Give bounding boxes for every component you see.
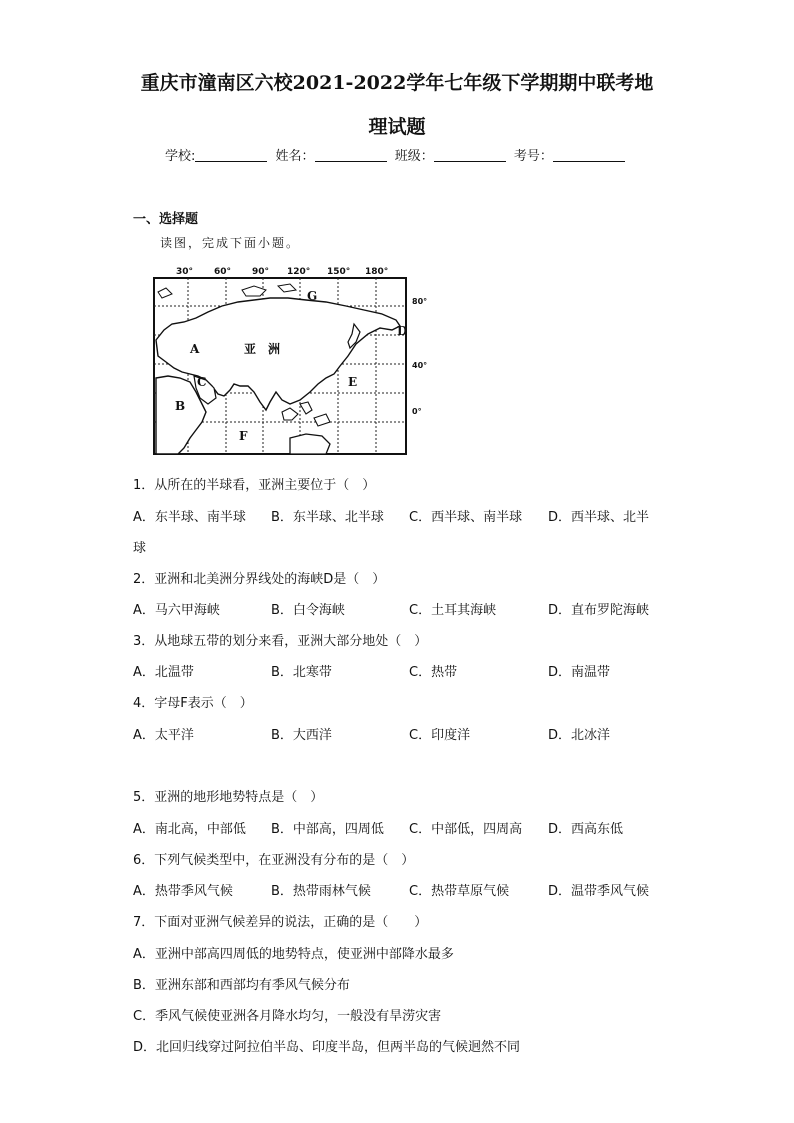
question-5-option-d[interactable]: D．西高东低: [548, 822, 624, 837]
school-blank[interactable]: [195, 149, 267, 162]
asia-map: [150, 262, 432, 458]
region-label-d: D: [397, 324, 408, 338]
question-3-option-a[interactable]: A．北温带: [133, 665, 194, 680]
region-label-f: F: [239, 429, 248, 443]
name-label: 姓名：: [275, 149, 315, 164]
exam-title-line2: 理试题: [368, 116, 426, 138]
lon-label-30: 30°: [176, 267, 194, 277]
question-1-option-c[interactable]: C．西半球、南半球: [409, 510, 523, 525]
question-6-option-b[interactable]: B．热带雨林气候: [271, 884, 371, 899]
name-blank[interactable]: [315, 149, 387, 162]
question-4-stem: 4．字母F表示（ ）: [133, 696, 253, 711]
question-3-option-b[interactable]: B．北寒带: [271, 665, 332, 680]
question-1-option-b[interactable]: B．东半球、北半球: [271, 510, 384, 525]
class-blank[interactable]: [434, 149, 506, 162]
question-2-option-c[interactable]: C．土耳其海峡: [409, 603, 497, 618]
question-6-stem: 6．下列气候类型中，在亚洲没有分布的是（ ）: [133, 853, 415, 868]
question-6-option-d[interactable]: D．温带季风气候: [548, 884, 650, 899]
continent-label-asia: 亚 洲: [244, 342, 281, 356]
lat-label-80: 80°: [412, 297, 428, 306]
question-5-option-b[interactable]: B．中部高，四周低: [271, 822, 384, 837]
region-label-b: B: [175, 399, 186, 413]
question-1-option-d[interactable]: D．西半球、北半: [548, 510, 650, 525]
lat-label-0: 0°: [412, 407, 422, 416]
question-2-option-a[interactable]: A．马六甲海峡: [133, 603, 220, 618]
question-6-option-c[interactable]: C．热带草原气候: [409, 884, 510, 899]
question-4-option-d[interactable]: D．北冰洋: [548, 728, 611, 743]
lon-label-120: 120°: [287, 267, 311, 277]
question-4-option-a[interactable]: A．太平洋: [133, 728, 194, 743]
question-1-stem: 1．从所在的半球看，亚洲主要位于（ ）: [133, 478, 376, 493]
question-2-option-d[interactable]: D．直布罗陀海峡: [548, 603, 650, 618]
exam-title-line1: 重庆市潼南区六校2021-2022学年七年级下学期期中联考地: [140, 72, 654, 94]
lon-label-90: 90°: [252, 267, 270, 277]
question-7-stem: 7．下面对亚洲气候差异的说法，正确的是（ ）: [133, 915, 428, 930]
region-label-e: E: [348, 375, 358, 389]
lon-label-150: 150°: [327, 267, 351, 277]
question-3-option-d[interactable]: D．南温带: [548, 665, 611, 680]
lon-label-60: 60°: [214, 267, 232, 277]
question-5-option-a[interactable]: A．南北高，中部低: [133, 822, 246, 837]
question-6-option-a[interactable]: A．热带季风气候: [133, 884, 233, 899]
australia-landmass: [290, 434, 330, 454]
school-label: 学校:: [165, 149, 196, 164]
question-2-option-b[interactable]: B．白令海峡: [271, 603, 345, 618]
section-intro: 读图，完成下面小题。: [160, 236, 301, 250]
class-label: 班级：: [394, 149, 434, 164]
student-info-line: [165, 145, 629, 164]
question-4-option-c[interactable]: C．印度洋: [409, 728, 471, 743]
lon-label-180: 180°: [365, 267, 389, 277]
lat-label-40: 40°: [412, 361, 428, 370]
question-7-option-a[interactable]: A．亚洲中部高四周低的地势特点，使亚洲中部降水最多: [133, 947, 454, 962]
region-label-a: A: [190, 342, 200, 356]
region-label-c: C: [197, 375, 207, 389]
question-1-option-d-wrap: 球: [133, 541, 147, 556]
exam-number-label: 考号：: [513, 149, 553, 164]
region-label-g: G: [307, 289, 318, 303]
question-7-option-b[interactable]: B．亚洲东部和西部均有季风气候分布: [133, 978, 350, 993]
arctic-islands: [158, 284, 296, 298]
question-5-option-c[interactable]: C．中部低，四周高: [409, 822, 523, 837]
question-1-option-a[interactable]: A．东半球、南半球: [133, 510, 246, 525]
question-5-stem: 5．亚洲的地形地势特点是（ ）: [133, 790, 324, 805]
question-7-option-d[interactable]: D．北回归线穿过阿拉伯半岛、印度半岛，但两半岛的气候迥然不同: [133, 1040, 521, 1055]
question-2-stem: 2．亚洲和北美洲分界线处的海峡D是（ ）: [133, 572, 386, 587]
question-7-option-c[interactable]: C．季风气候使亚洲各月降水均匀，一般没有旱涝灾害: [133, 1009, 442, 1024]
section-heading: 一、选择题: [133, 212, 199, 227]
question-3-stem: 3．从地球五带的划分来看，亚洲大部分地处（ ）: [133, 634, 428, 649]
exam-number-blank[interactable]: [553, 149, 625, 162]
question-4-option-b[interactable]: B．大西洋: [271, 728, 332, 743]
question-3-option-c[interactable]: C．热带: [409, 665, 458, 680]
